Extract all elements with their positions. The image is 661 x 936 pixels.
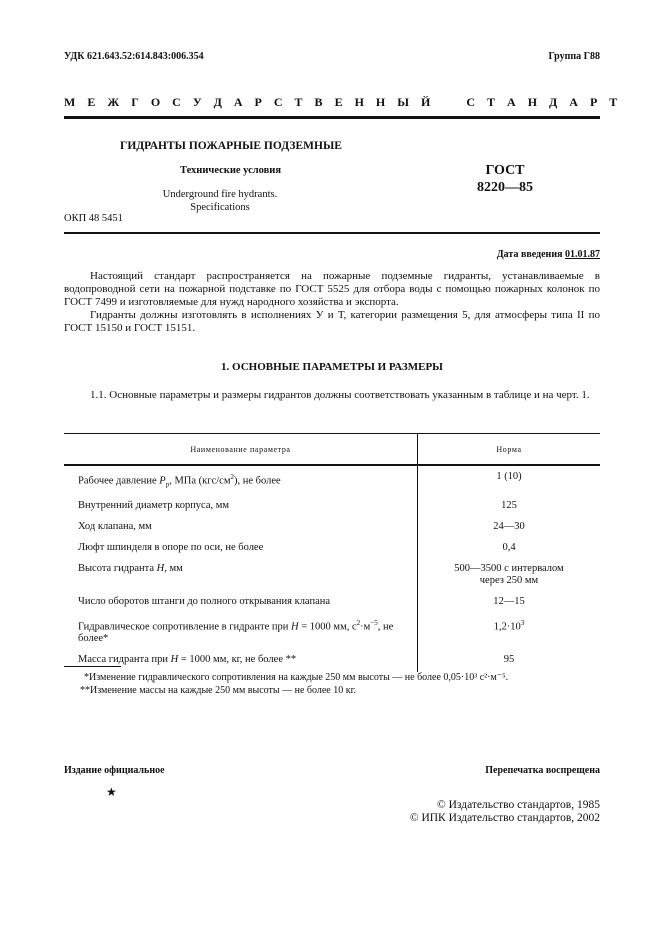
document-title: ГИДРАНТЫ ПОЖАРНЫЕ ПОДЗЕМНЫЕ [120,140,342,152]
clause-1-1: 1.1. Основные параметры и размеры гидрантов должны соответствовать указанным в таблице и на черт. 1. [90,389,590,401]
english-title [150,188,290,214]
norm-cell: 24—30 [418,518,601,539]
table-row [64,651,600,672]
group-code: Группа Г88 [548,51,600,62]
english-title-line1: Underground fire hydrants. [162,189,278,200]
table-header-row [64,434,600,466]
param-cell: Внутренний диаметр корпуса, мм [78,499,230,511]
execution-paragraph: Гидранты должны изготовлять в исполнениях У и Т, категории размещения 5, для атмосферы типа II по ГОСТ 15150 и ГОСТ 15151. [64,309,600,334]
banner-rule [64,116,600,119]
udk-code: УДК 621.643.52:614.843:006.354 [64,51,204,62]
copyright-2002: © ИПК Издательство стандартов, 2002 [409,812,600,824]
english-title-line2: Specifications [190,202,250,213]
parameters-table [64,433,600,672]
gost-code: 8220—85 [477,180,533,195]
copyright-1985: © Издательство стандартов, 1985 [436,799,600,811]
footnote-2: **Изменение массы на каждые 250 мм высоты — не более 10 кг. [80,685,357,696]
scope-paragraph: Настоящий стандарт распространяется на пожарные подземные гидранты, устанавливаемые в водопроводной сети на пожарной подставке по ГОСТ 5525 для отбора воды с помощью пожарных колонок по ГОСТ 7499 и изготовляемые для нужд народного хозяйства и экспорта. [64,270,600,308]
norm-cell: 500—3500 с интервалом через 250 мм [418,560,601,593]
section-heading: 1. ОСНОВНЫЕ ПАРАМЕТРЫ И РАЗМЕРЫ [221,361,443,373]
intro-date-label: Дата введения [496,249,563,260]
table-row [64,614,600,652]
param-cell: Рабочее давление $P_р$, МПа $(кгс/см^2)$, не более [78,473,281,489]
intro-date-value: 01.01.87 [565,249,600,260]
header-parameter: Наименование параметра [64,434,418,466]
interstate-standard-banner: М Е Ж Г О С У Д А Р С Т В Е Н Н Ы Й С Т А Н Д А Р Т [64,95,618,109]
table-row [64,465,600,497]
okp-code: ОКП 48 5451 [64,213,123,224]
copyright-block [410,799,600,825]
norm-cell: 1 (10) [418,465,601,497]
norm-cell: 0,4 [418,539,601,560]
table-row [64,539,600,560]
table-row [64,593,600,614]
param-cell: Высота гидранта H, мм [78,562,183,574]
footnote-rule [64,666,121,667]
norm-cell: $1,2\cdot 10^3$ [418,614,601,652]
param-cell: Люфт шпинделя в опоре по оси, не более [78,541,264,553]
intro-date [497,249,600,260]
norm-cell: 95 [418,651,601,672]
param-cell: Гидравлическое сопротивление в гидранте при H = 1000 мм, $с^2\cdot м^{-5}$, не более* [78,618,394,645]
table-row [64,560,600,593]
reprint-prohibited: Перепечатка воспрещена [485,765,600,776]
gost-label: ГОСТ [485,163,525,178]
intro-text [64,270,600,335]
title-rule [64,232,600,234]
star-icon: ★ [106,785,117,799]
header-norm: Норма [418,434,601,466]
footnote-1: *Изменение гидравлического сопротивления на каждые 250 мм высоты — не более 0,05·10³ с²·м⁻⁵. [84,672,509,683]
norm-cell: 12—15 [418,593,601,614]
table-row [64,497,600,518]
section-text [64,389,600,402]
param-cell: Масса гидранта при H = 1000 мм, кг, не более ** [78,654,297,666]
gost-number [460,162,550,196]
document-subtitle: Технические условия [180,165,282,176]
param-cell: Число оборотов штанги до полного открывания клапана [78,595,331,607]
official-edition: Издание официальное [64,765,165,776]
param-cell: Ход клапана, мм [78,520,152,532]
norm-cell: 125 [418,497,601,518]
table-row [64,518,600,539]
